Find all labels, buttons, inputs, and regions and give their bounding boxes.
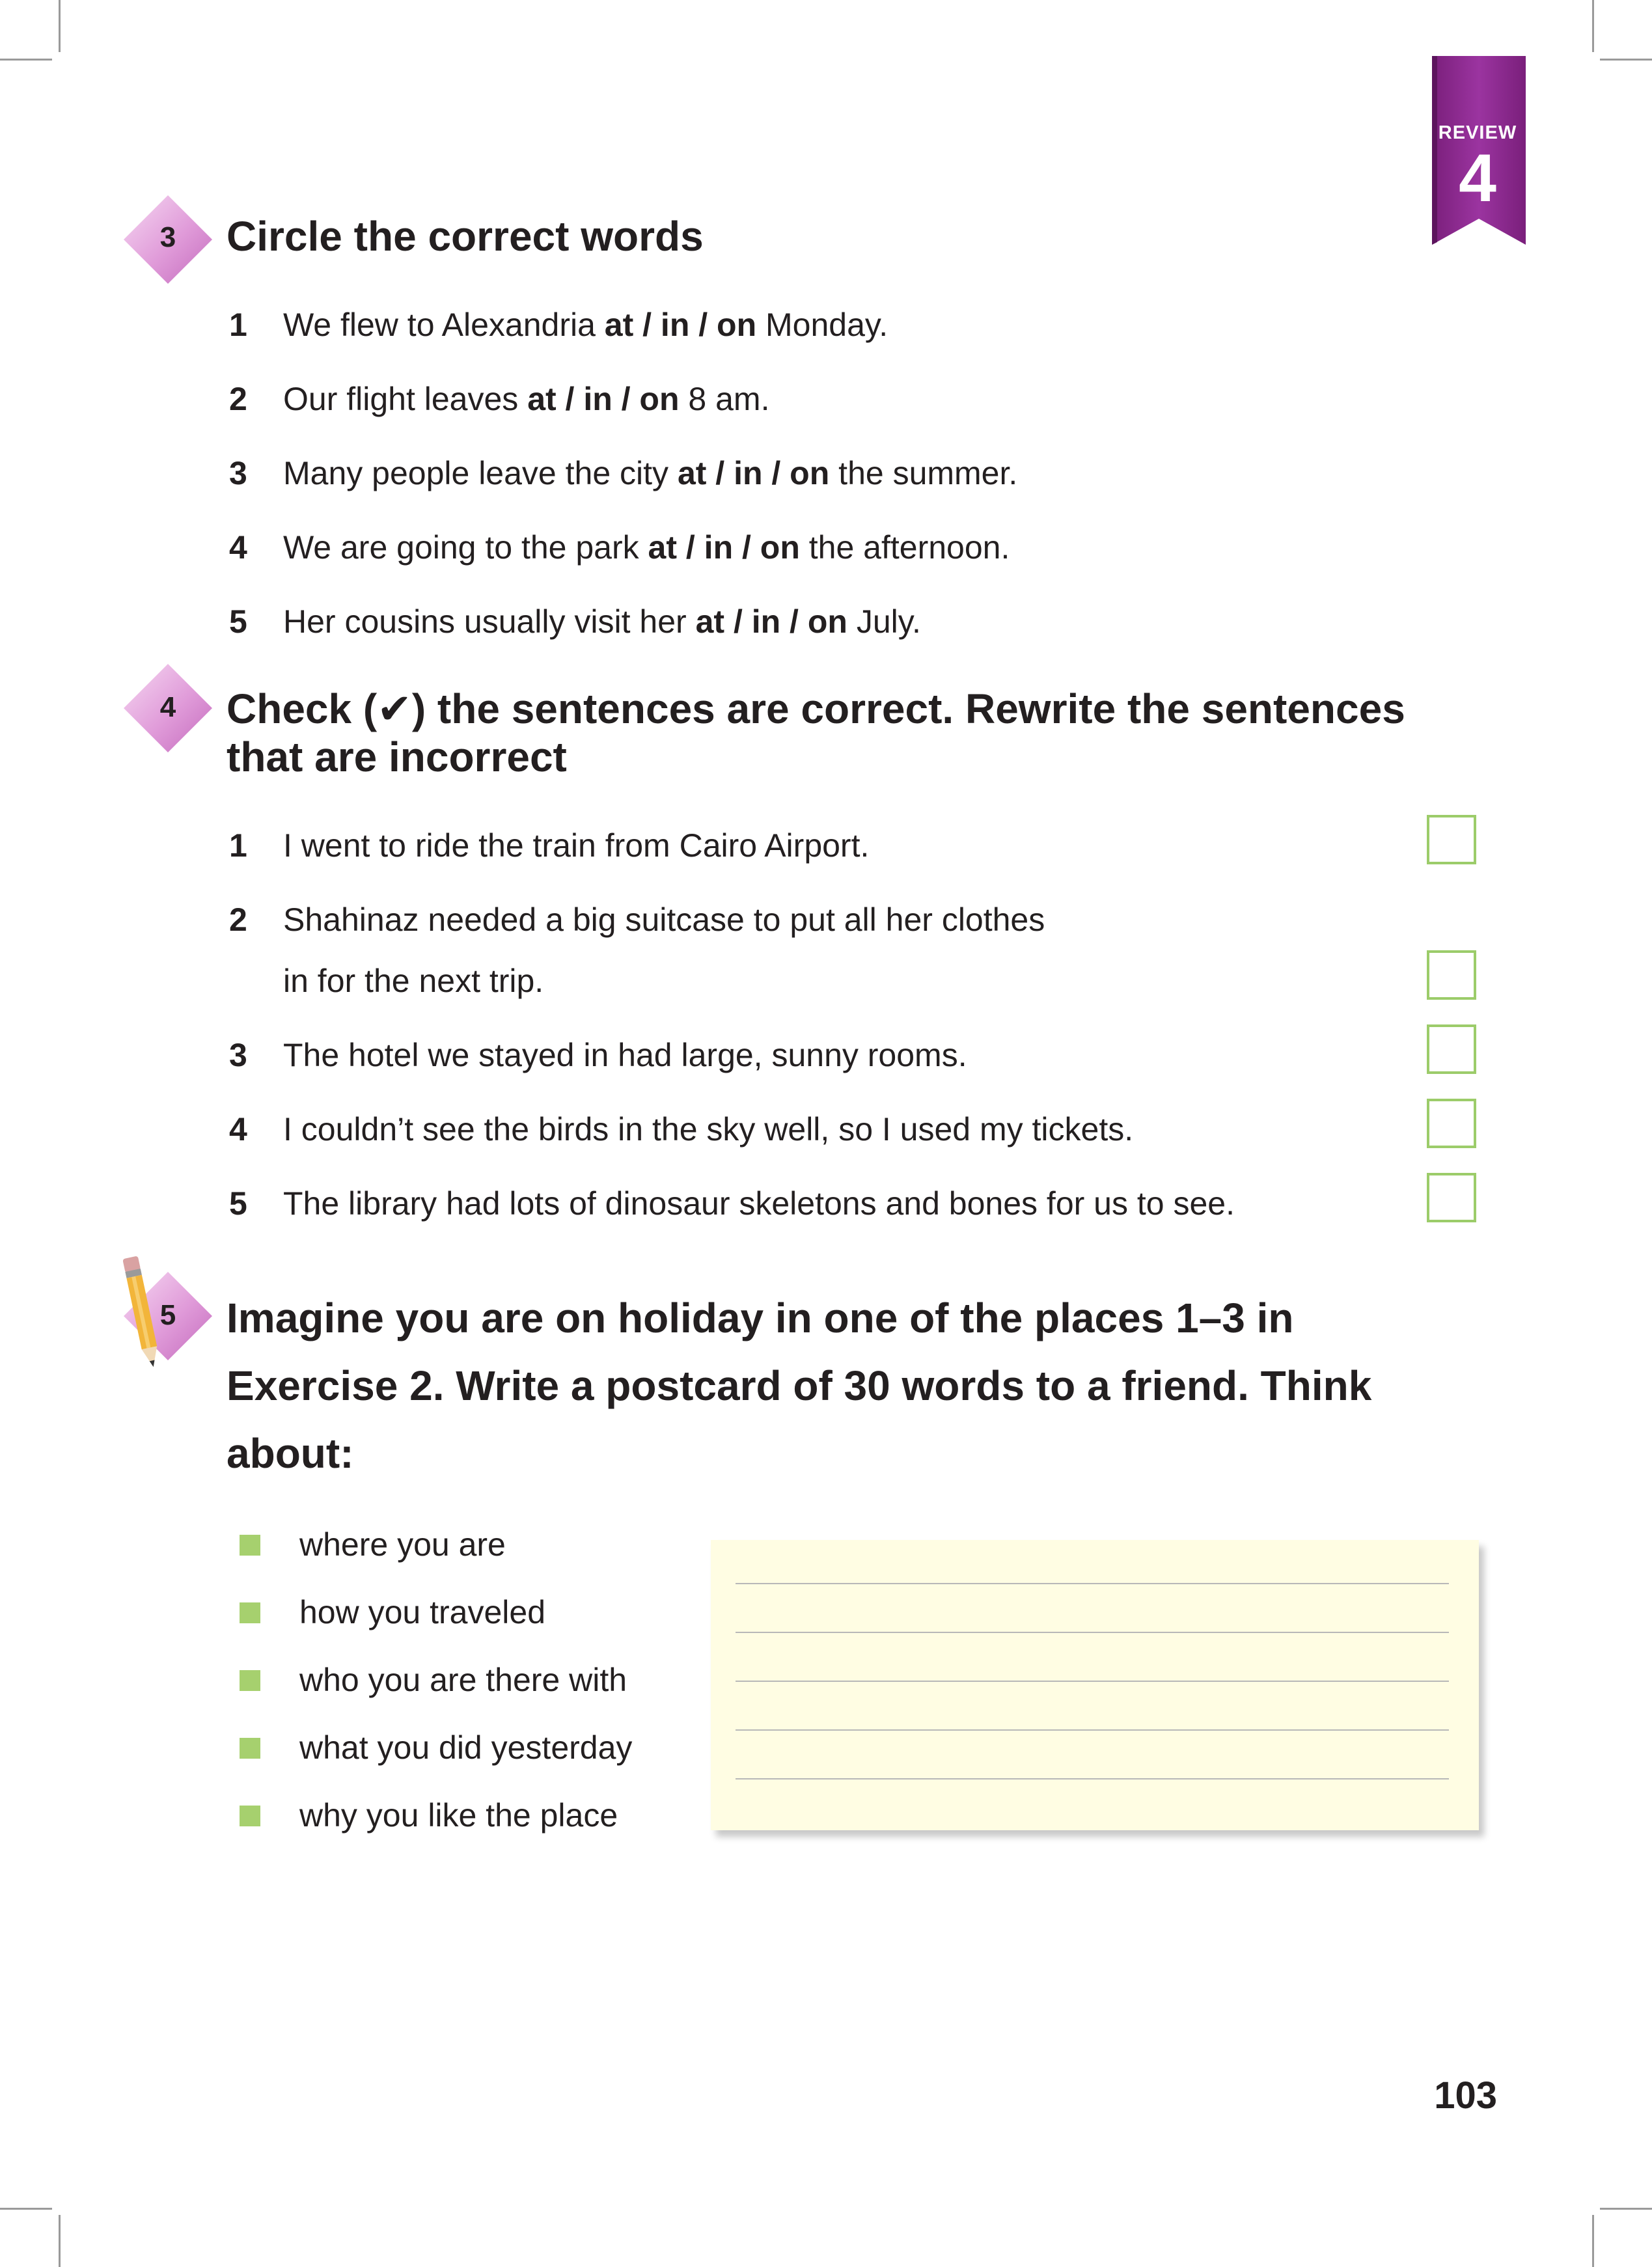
square-bullet-icon bbox=[240, 1535, 260, 1556]
prompt-item: who you are there with bbox=[299, 1662, 627, 1698]
check-box[interactable] bbox=[1427, 1099, 1476, 1148]
exercise-title: Imagine you are on holiday in one of the places 1–3 in bbox=[227, 1295, 1294, 1341]
square-bullet-icon bbox=[240, 1602, 260, 1623]
crop-mark bbox=[59, 0, 61, 52]
prompt-item: why you like the place bbox=[299, 1797, 618, 1834]
word-choices[interactable]: at / in / on bbox=[604, 307, 757, 343]
prompt-item: where you are bbox=[299, 1526, 506, 1563]
check-box[interactable] bbox=[1427, 1024, 1476, 1074]
writing-line[interactable] bbox=[736, 1729, 1449, 1731]
crop-mark bbox=[59, 2215, 61, 2267]
postcard-writing-area[interactable] bbox=[711, 1540, 1479, 1830]
word-choices[interactable]: at / in / on bbox=[648, 529, 800, 566]
sentence: Many people leave the city at / in / on the summer. bbox=[283, 455, 1018, 491]
exercise-number: 4 bbox=[159, 691, 176, 723]
square-bullet-icon bbox=[240, 1806, 260, 1826]
item-number: 3 bbox=[229, 455, 247, 491]
prompt-item: what you did yesterday bbox=[299, 1729, 633, 1766]
item-number: 3 bbox=[229, 1037, 247, 1073]
exercise-title-continued: about: bbox=[227, 1430, 354, 1477]
crop-mark bbox=[1592, 2215, 1594, 2267]
sentence-continued: in for the next trip. bbox=[283, 963, 544, 999]
crop-mark bbox=[1592, 0, 1594, 52]
review-number: 4 bbox=[1459, 141, 1496, 216]
crop-mark bbox=[1600, 2208, 1652, 2210]
writing-line[interactable] bbox=[736, 1778, 1449, 1779]
sentence: Her cousins usually visit her at / in / on July. bbox=[283, 603, 921, 640]
sentence: Shahinaz needed a big suitcase to put all her clothes bbox=[283, 901, 1045, 938]
exercise-number: 5 bbox=[159, 1299, 176, 1331]
check-box[interactable] bbox=[1427, 1173, 1476, 1222]
sentence: We flew to Alexandria at / in / on Monday. bbox=[283, 307, 888, 343]
sentence: The hotel we stayed in had large, sunny rooms. bbox=[283, 1037, 967, 1073]
word-choices[interactable]: at / in / on bbox=[677, 455, 830, 491]
writing-line[interactable] bbox=[736, 1681, 1449, 1682]
square-bullet-icon bbox=[240, 1738, 260, 1759]
writing-line[interactable] bbox=[736, 1583, 1449, 1584]
item-number: 1 bbox=[229, 827, 247, 864]
exercise-title: Check (✔) the sentences are correct. Rewrite the sentences bbox=[227, 685, 1405, 732]
exercise-title: Circle the correct words bbox=[227, 213, 704, 260]
review-label: REVIEW bbox=[1438, 122, 1517, 143]
check-box[interactable] bbox=[1427, 950, 1476, 1000]
item-number: 4 bbox=[229, 529, 247, 566]
item-number: 1 bbox=[229, 307, 247, 343]
exercise-title-continued: that are incorrect bbox=[227, 734, 567, 780]
exercise-number: 3 bbox=[159, 221, 176, 253]
sentence: I went to ride the train from Cairo Airport. bbox=[283, 827, 870, 864]
item-number: 2 bbox=[229, 901, 247, 938]
item-number: 4 bbox=[229, 1111, 247, 1147]
sentence: We are going to the park at / in / on the afternoon. bbox=[283, 529, 1010, 566]
sentence: I couldn’t see the birds in the sky well, so I used my tickets. bbox=[283, 1111, 1134, 1147]
page-number: 103 bbox=[1434, 2074, 1497, 2117]
writing-line[interactable] bbox=[736, 1632, 1449, 1633]
item-number: 5 bbox=[229, 1185, 247, 1222]
check-box[interactable] bbox=[1427, 815, 1476, 864]
exercise-title-continued: Exercise 2. Write a postcard of 30 words to a friend. Think bbox=[227, 1362, 1372, 1409]
square-bullet-icon bbox=[240, 1670, 260, 1691]
item-number: 5 bbox=[229, 603, 247, 640]
crop-mark bbox=[0, 59, 52, 61]
sentence: Our flight leaves at / in / on 8 am. bbox=[283, 381, 770, 417]
crop-mark bbox=[1600, 59, 1652, 61]
item-number: 2 bbox=[229, 381, 247, 417]
crop-mark bbox=[0, 2208, 52, 2210]
prompt-item: how you traveled bbox=[299, 1594, 546, 1630]
word-choices[interactable]: at / in / on bbox=[695, 603, 847, 640]
word-choices[interactable]: at / in / on bbox=[527, 381, 680, 417]
sentence: The library had lots of dinosaur skeletons and bones for us to see. bbox=[283, 1185, 1235, 1222]
